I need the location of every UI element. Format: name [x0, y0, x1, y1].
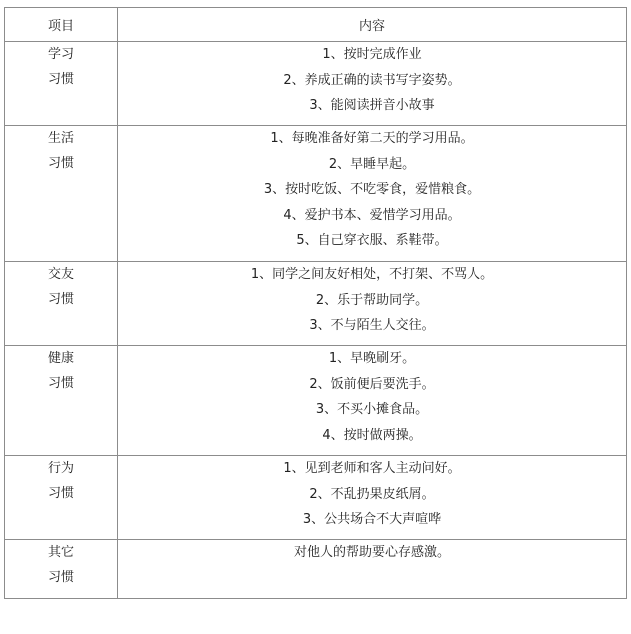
item-label: 健康 [47, 351, 74, 366]
content-line: 2、乐于帮助同学。 [315, 292, 429, 308]
item-label: 行为 [47, 461, 74, 476]
header-row [5, 8, 627, 42]
table-row-behavior [5, 456, 627, 540]
table-row-health [5, 346, 627, 456]
item-label: 学习 [47, 47, 74, 62]
content-cell [118, 346, 627, 456]
item-cell [5, 540, 118, 599]
table-row-life [5, 126, 627, 262]
content-line: 对他人的帮助要心存感激。 [293, 545, 450, 560]
item-label: 习惯 [47, 72, 74, 87]
content-cell [118, 126, 627, 262]
content-cell [118, 456, 627, 540]
header-item: 项目 [5, 8, 118, 42]
content-line: 2、早睡早起。 [328, 156, 416, 172]
item-label: 习惯 [47, 570, 74, 585]
table-row-other [5, 540, 627, 599]
content-line: 2、饭前便后要洗手。 [309, 376, 435, 392]
content-line: 2、养成正确的读书写字姿势。 [283, 72, 461, 88]
content-line: 1、同学之间友好相处，不打架、不骂人。 [250, 267, 494, 282]
item-label: 其它 [47, 545, 74, 560]
content-line: 3、公共场合不大声喧哗 [302, 512, 442, 527]
content-cell [118, 42, 627, 126]
content-line: 1、按时完成作业 [322, 47, 422, 62]
content-line: 1、见到老师和客人主动问好。 [283, 461, 461, 476]
content-line: 5、自己穿衣服、系鞋带。 [296, 233, 448, 248]
item-label: 习惯 [47, 376, 74, 391]
content-line: 3、不买小摊食品。 [315, 402, 429, 417]
habits-table [4, 7, 627, 599]
header-content: 内容 [118, 8, 627, 42]
item-cell [5, 42, 118, 126]
content-line: 4、按时做两操。 [322, 427, 422, 443]
content-line: 1、每晚准备好第二天的学习用品。 [270, 131, 474, 146]
item-cell [5, 456, 118, 540]
content-line: 3、能阅读拼音小故事 [309, 98, 435, 113]
content-line: 3、不与陌生人交往。 [309, 318, 435, 333]
item-label: 习惯 [47, 292, 74, 307]
item-label: 习惯 [47, 156, 74, 171]
table-row-study [5, 42, 627, 126]
content-cell [118, 540, 627, 599]
content-line: 1、早晚刷牙。 [328, 351, 416, 366]
content-cell [118, 262, 627, 346]
item-cell [5, 262, 118, 346]
item-cell [5, 346, 118, 456]
table-row-friend [5, 262, 627, 346]
item-label: 交友 [47, 267, 74, 282]
content-line: 4、爱护书本、爱惜学习用品。 [283, 207, 461, 223]
item-label: 习惯 [47, 486, 74, 501]
content-line: 3、按时吃饭、不吃零食，爱惜粮食。 [263, 182, 481, 197]
item-label: 生活 [47, 131, 74, 146]
item-cell [5, 126, 118, 262]
content-line: 2、不乱扔果皮纸屑。 [309, 486, 435, 502]
